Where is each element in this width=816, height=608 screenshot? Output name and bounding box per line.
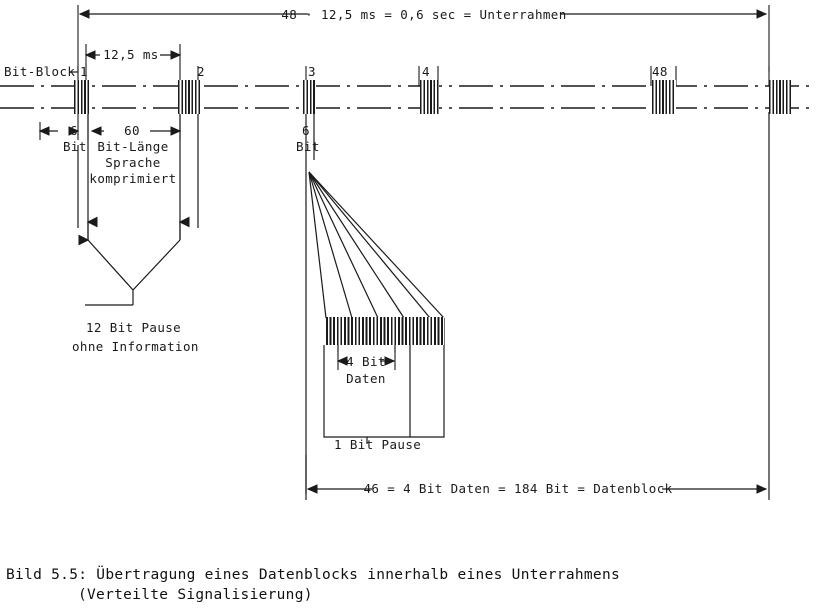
label-speech: Sprache bbox=[105, 155, 161, 170]
label-six-bit-right-unit: Bit bbox=[296, 139, 320, 154]
magnified-data-block bbox=[326, 317, 444, 345]
label-slot-duration: 12,5 ms bbox=[103, 47, 159, 62]
label-daten: Daten bbox=[346, 371, 386, 386]
label-datablock-span: 46 = 4 Bit Daten = 184 Bit = Datenblock bbox=[363, 481, 673, 496]
figure-caption-line1: Bild 5.5: Übertragung eines Datenblocks innerhalb eines Unterrahmens bbox=[6, 567, 621, 583]
label-compressed: komprimiert bbox=[89, 171, 177, 186]
label-pause-line2: ohne Information bbox=[72, 339, 199, 354]
label-sixty: 60 bbox=[124, 123, 140, 138]
block-number-4: 4 bbox=[422, 64, 430, 79]
bit-block-1 bbox=[74, 80, 90, 114]
bit-block-2 bbox=[178, 80, 200, 114]
label-four-bit: 4 Bit bbox=[346, 354, 386, 369]
label-six-bit-left-number: 6 bbox=[70, 123, 78, 138]
block-number-3: 3 bbox=[308, 64, 316, 79]
label-pause-line1: 12 Bit Pause bbox=[86, 320, 182, 335]
label-six-bit-right-number: 6 bbox=[302, 123, 310, 138]
bit-block-next-frame bbox=[769, 80, 791, 114]
bit-block-48 bbox=[652, 80, 676, 114]
bit-block-4 bbox=[420, 80, 439, 114]
label-bit-block: Bit-Block bbox=[4, 64, 76, 79]
label-frame-duration: 48 · 12,5 ms = 0,6 sec = Unterrahmen bbox=[281, 7, 567, 22]
bit-block-3 bbox=[303, 80, 316, 114]
block-number-48: 48 bbox=[652, 64, 668, 79]
label-bit-length: Bit-Länge bbox=[97, 139, 169, 154]
label-one-bit-pause: 1 Bit Pause bbox=[334, 437, 422, 452]
block-number-2: 2 bbox=[197, 64, 205, 79]
block-number-1: 1 bbox=[80, 64, 88, 79]
label-six-bit-left-unit: Bit bbox=[63, 139, 87, 154]
figure-caption-line2: (Verteilte Signalisierung) bbox=[78, 587, 313, 603]
